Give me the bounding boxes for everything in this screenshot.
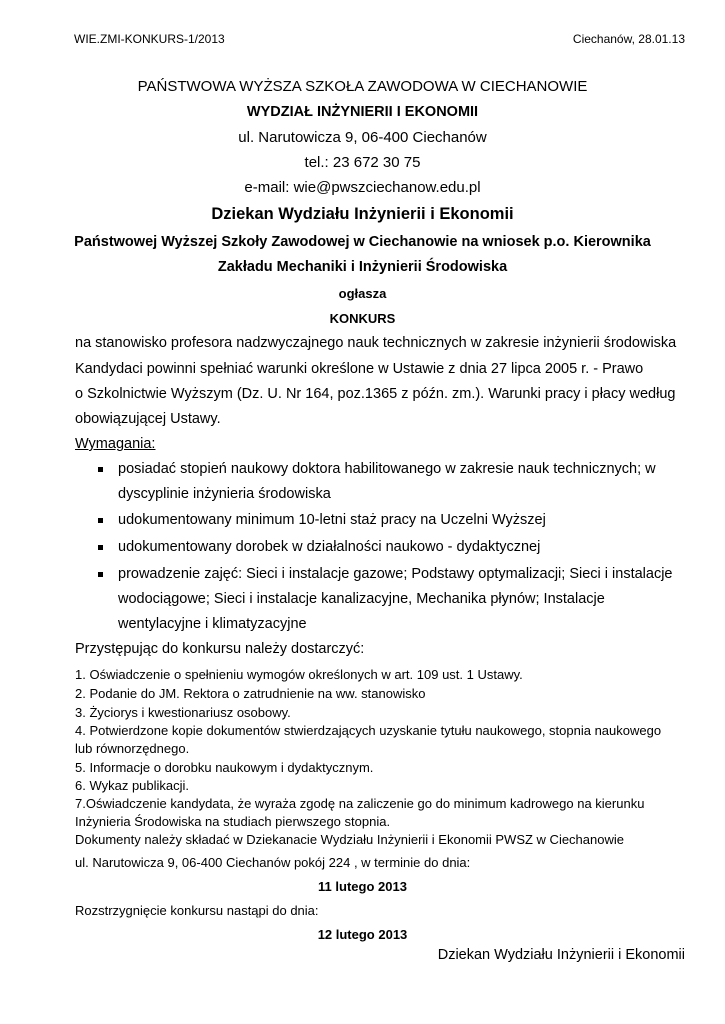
document-item-2: 2. Podanie do JM. Rektora o zatrudnienie na ww. stanowisko xyxy=(75,686,426,701)
bullet-icon xyxy=(98,545,103,550)
reference-number: WIE.ZMI-KONKURS-1/2013 xyxy=(74,32,225,46)
submission-line-1: Dokumenty należy składać w Dziekanacie Wydziału Inżynierii i Ekonomii PWSZ w Ciechanowie xyxy=(75,832,624,847)
requirement-3: udokumentowany dorobek w działalności naukowo - dydaktycznej xyxy=(118,539,541,555)
announcement-subtitle-1: Państwowej Wyższej Szkoły Zawodowej w Ciechanowie na wniosek p.o. Kierownika xyxy=(74,234,651,250)
requirement-4-line-2: wodociągowe; Sieci i instalacje kanalizacyjne, Mechanika płynów; Instalacje xyxy=(118,591,605,607)
position-line: na stanowisko profesora nadzwyczajnego nauk technicznych w zakresie inżynierii środowiska xyxy=(75,335,677,351)
signature: Dziekan Wydziału Inżynierii i Ekonomii xyxy=(437,947,685,963)
document-item-1: 1. Oświadczenie o spełnieniu wymogów określonych w art. 109 ust. 1 Ustawy. xyxy=(75,667,523,682)
announcement-title: Dziekan Wydziału Inżynierii i Ekonomii xyxy=(211,205,514,223)
document-item-7-line-2: Inżynieria Środowiska na studiach pierwszego stopnia. xyxy=(75,814,391,829)
document-item-6: 6. Wykaz publikacji. xyxy=(75,778,190,793)
resolution-line: Rozstrzygnięcie konkursu nastąpi do dnia: xyxy=(75,903,319,918)
requirement-4-line-1: prowadzenie zajęć: Sieci i instalacje gazowe; Podstawy optymalizacji; Sieci i instalacje xyxy=(118,566,673,582)
faculty-name: WYDZIAŁ INŻYNIERII I EKONOMII xyxy=(246,104,479,120)
email: e-mail: wie@pwszciechanow.edu.pl xyxy=(244,179,481,196)
announces-label: ogłasza xyxy=(338,286,387,301)
requirement-1-line-1: posiadać stopień naukowy doktora habilitowanego w zakresie nauk technicznych; w xyxy=(118,461,656,477)
requirement-2: udokumentowany minimum 10-letni staż pracy na Uczelni Wyższej xyxy=(118,512,546,528)
phone: tel.: 23 672 30 75 xyxy=(304,154,421,171)
document-item-4-line-2: lub równorzędnego. xyxy=(75,741,190,756)
document-item-4-line-1: 4. Potwierdzone kopie dokumentów stwierdzających uzyskanie tytułu naukowego, stopnia naukowego xyxy=(75,723,662,738)
resolution-date: 12 lutego 2013 xyxy=(317,927,408,942)
bullet-icon xyxy=(98,518,103,523)
place-and-date: Ciechanów, 28.01.13 xyxy=(572,32,685,46)
konkurs-label: KONKURS xyxy=(329,311,396,326)
requirement-4-line-3: wentylacyjne i klimatyzacyjne xyxy=(118,616,307,632)
address: ul. Narutowicza 9, 06-400 Ciechanów xyxy=(238,129,487,146)
bullet-icon xyxy=(98,467,103,472)
document-item-5: 5. Informacje o dorobku naukowym i dydaktycznym. xyxy=(75,760,374,775)
documents-heading: Przystępując do konkursu należy dostarczyć: xyxy=(75,641,365,657)
paragraph-line-1: Kandydaci powinni spełniać warunki określone w Ustawie z dnia 27 lipca 2005 r. - Prawo xyxy=(75,361,644,377)
announcement-subtitle-2: Zakładu Mechaniki i Inżynierii Środowiska xyxy=(217,259,508,275)
requirement-1-line-2: dyscyplinie inżynieria środowiska xyxy=(118,486,331,502)
deadline-date: 11 lutego 2013 xyxy=(318,879,407,894)
paragraph-line-3: obowiązującej Ustawy. xyxy=(75,411,221,427)
bullet-icon xyxy=(98,572,103,577)
institution-name: PAŃSTWOWA WYŻSZA SZKOŁA ZAWODOWA W CIECHANOWIE xyxy=(137,78,588,95)
submission-line-2: ul. Narutowicza 9, 06-400 Ciechanów pokój 224 , w terminie do dnia: xyxy=(75,855,471,870)
document-item-7-line-1: 7.Oświadczenie kandydata, że wyraża zgodę na zaliczenie go do minimum kadrowego na kierunku xyxy=(75,796,645,811)
requirements-heading: Wymagania: xyxy=(75,436,156,452)
document-item-3: 3. Życiorys i kwestionariusz osobowy. xyxy=(75,705,291,720)
paragraph-line-2: o Szkolnictwie Wyższym (Dz. U. Nr 164, poz.1365 z późn. zm.). Warunki pracy i płacy według xyxy=(75,386,676,402)
